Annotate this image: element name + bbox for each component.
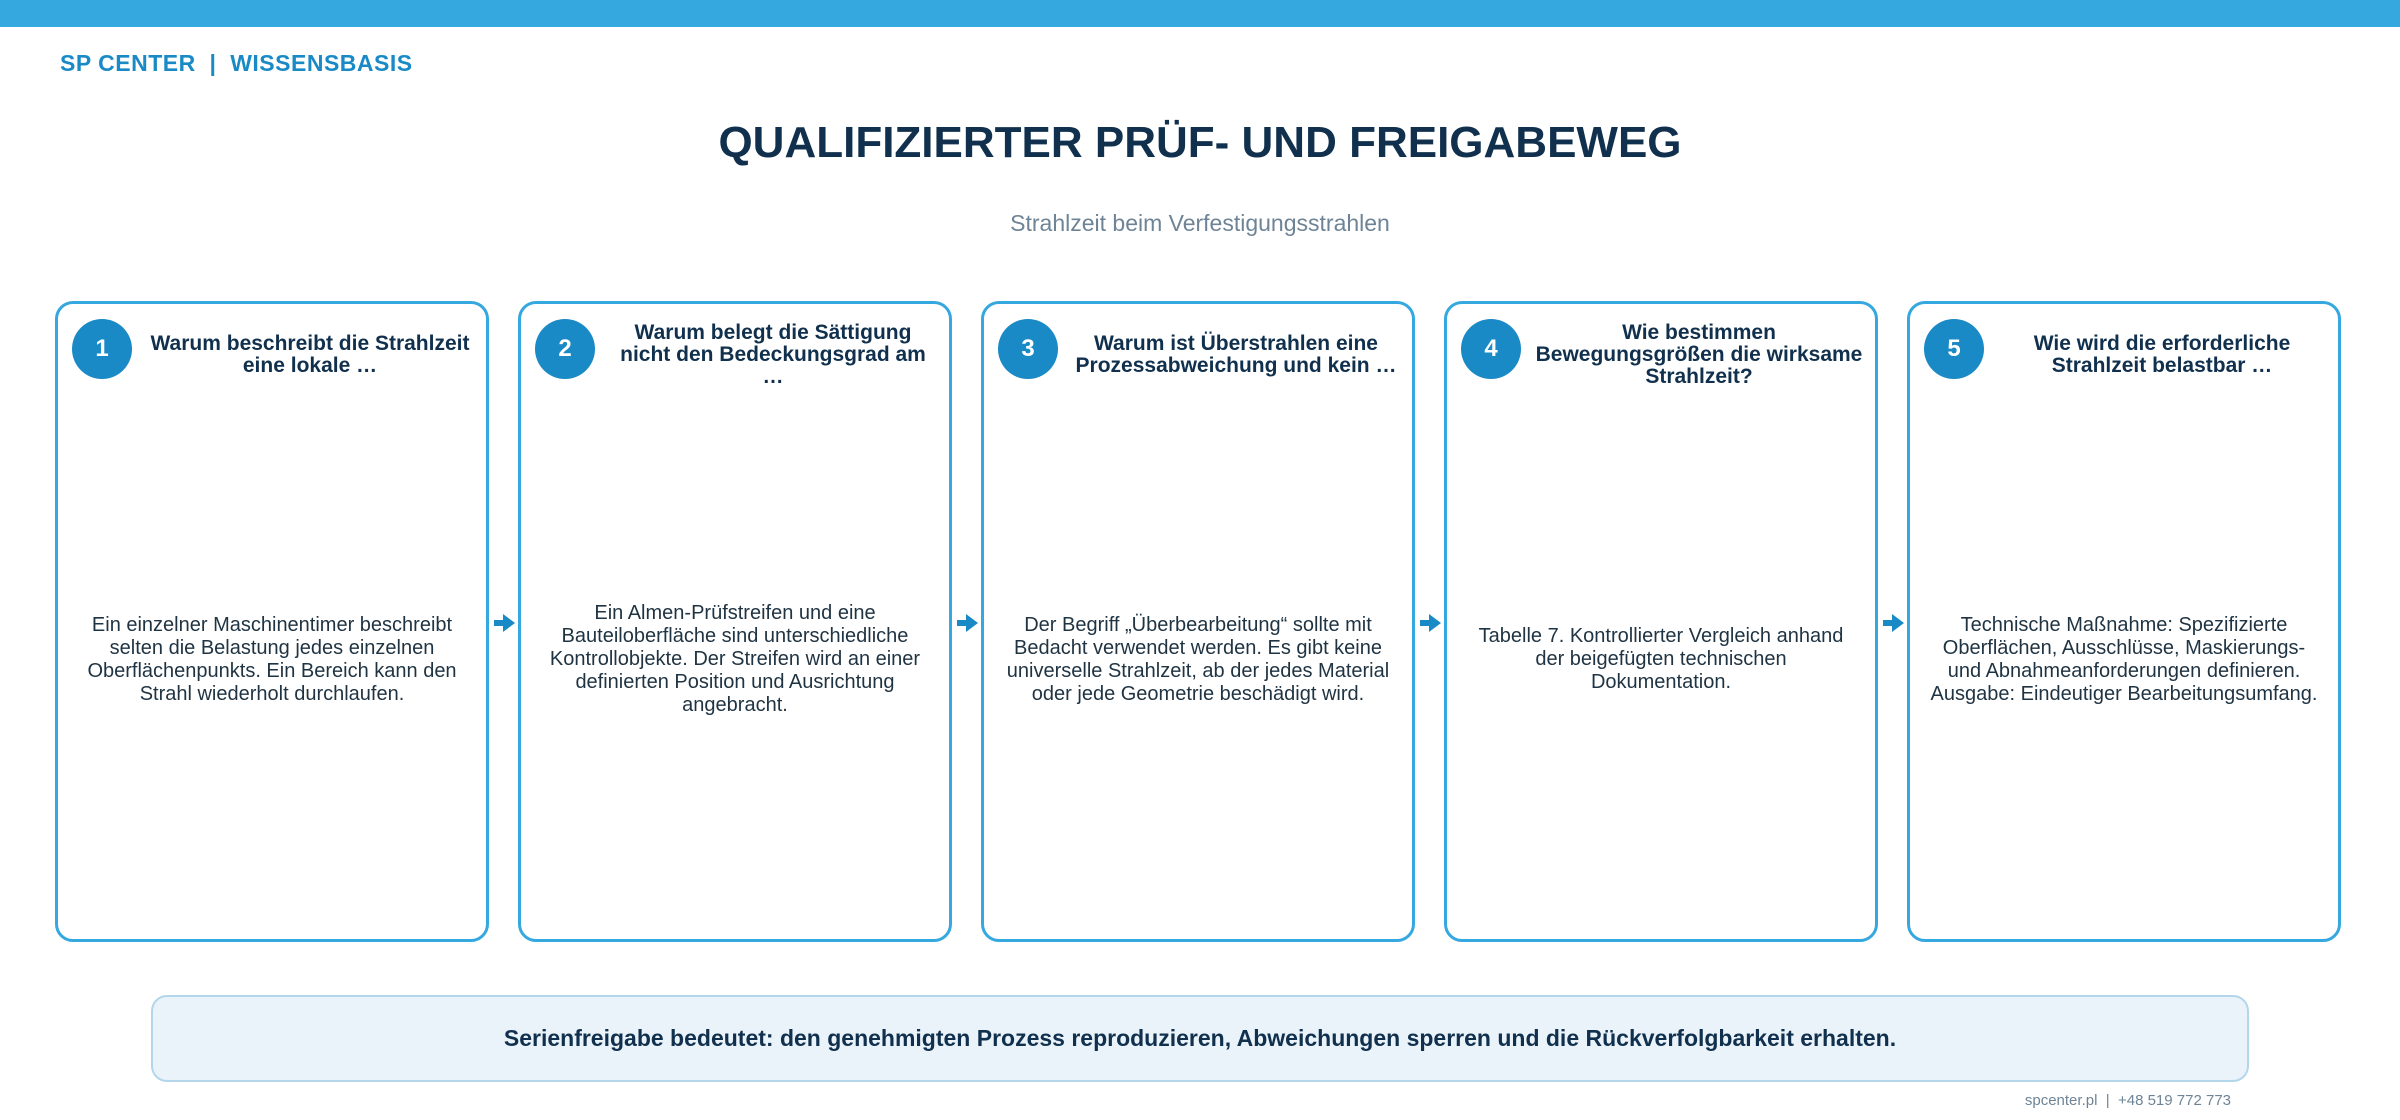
step-card-1 <box>55 301 489 942</box>
step-title: Warum beschreibt die Strahlzeit eine lokale … <box>150 332 470 377</box>
step-body: Ein einzelner Maschinentimer beschreibt selten die Belastung jedes einzelnen Oberflächenpunkts. Ein Bereich kann den Strahl wiederholt durchlaufen. <box>87 613 457 705</box>
summary-banner: Serienfreigabe bedeutet: den genehmigten Prozess reproduzieren, Abweichungen sperren und die Rückverfolgbarkeit erhalten. <box>151 995 2249 1082</box>
step-title: Wie bestimmen Bewegungsgrößen die wirksame Strahlzeit? <box>1535 321 1863 388</box>
step-card-5 <box>1907 301 2341 942</box>
step-body: Technische Maßnahme: Spezifizierte Oberflächen, Ausschlüsse, Maskierungs- und Abnahmeanforderungen definieren. Ausgabe: Eindeutiger Bearbeitungsumfang. <box>1930 613 2318 705</box>
page-subtitle: Strahlzeit beim Verfestigungsstrahlen <box>1010 210 1390 236</box>
arrow-right-icon <box>1883 612 1905 634</box>
step-number-badge: 1 <box>72 319 132 379</box>
brand-label: SP CENTER | WISSENSBASIS <box>60 50 413 76</box>
top-accent-bar <box>0 0 2400 27</box>
step-body: Tabelle 7. Kontrollierter Vergleich anhand der beigefügten technischen Dokumentation. <box>1478 625 1844 693</box>
step-card-2 <box>518 301 952 942</box>
step-body: Der Begriff „Überbearbeitung“ sollte mit Bedacht verwendet werden. Es gibt keine universelle Strahlzeit, ab der jedes Material oder jede Geometrie beschädigt wird. <box>1006 613 1390 705</box>
step-number-badge: 5 <box>1924 319 1984 379</box>
arrow-right-icon <box>494 612 516 634</box>
step-number-badge: 3 <box>998 319 1058 379</box>
step-title: Warum ist Überstrahlen eine Prozessabweichung und kein … <box>1075 332 1397 377</box>
step-card-3 <box>981 301 1415 942</box>
arrow-right-icon <box>1420 612 1442 634</box>
step-title: Warum belegt die Sättigung nicht den Bedeckungsgrad am … <box>620 321 926 388</box>
arrow-right-icon <box>957 612 979 634</box>
step-number-badge: 4 <box>1461 319 1521 379</box>
step-card-4 <box>1444 301 1878 942</box>
page-title: QUALIFIZIERTER PRÜF- UND FREIGABEWEG <box>718 118 1682 167</box>
contact-info: spcenter.pl | +48 519 772 773 <box>2024 1092 2231 1109</box>
step-body: Ein Almen-Prüfstreifen und eine Bauteiloberfläche sind unterschiedliche Kontrollobjekte. Der Streifen wird an einer definierten Position und Ausrichtung angebracht. <box>549 602 921 716</box>
step-title: Wie wird die erforderliche Strahlzeit belastbar … <box>2033 332 2291 377</box>
step-number-badge: 2 <box>535 319 595 379</box>
